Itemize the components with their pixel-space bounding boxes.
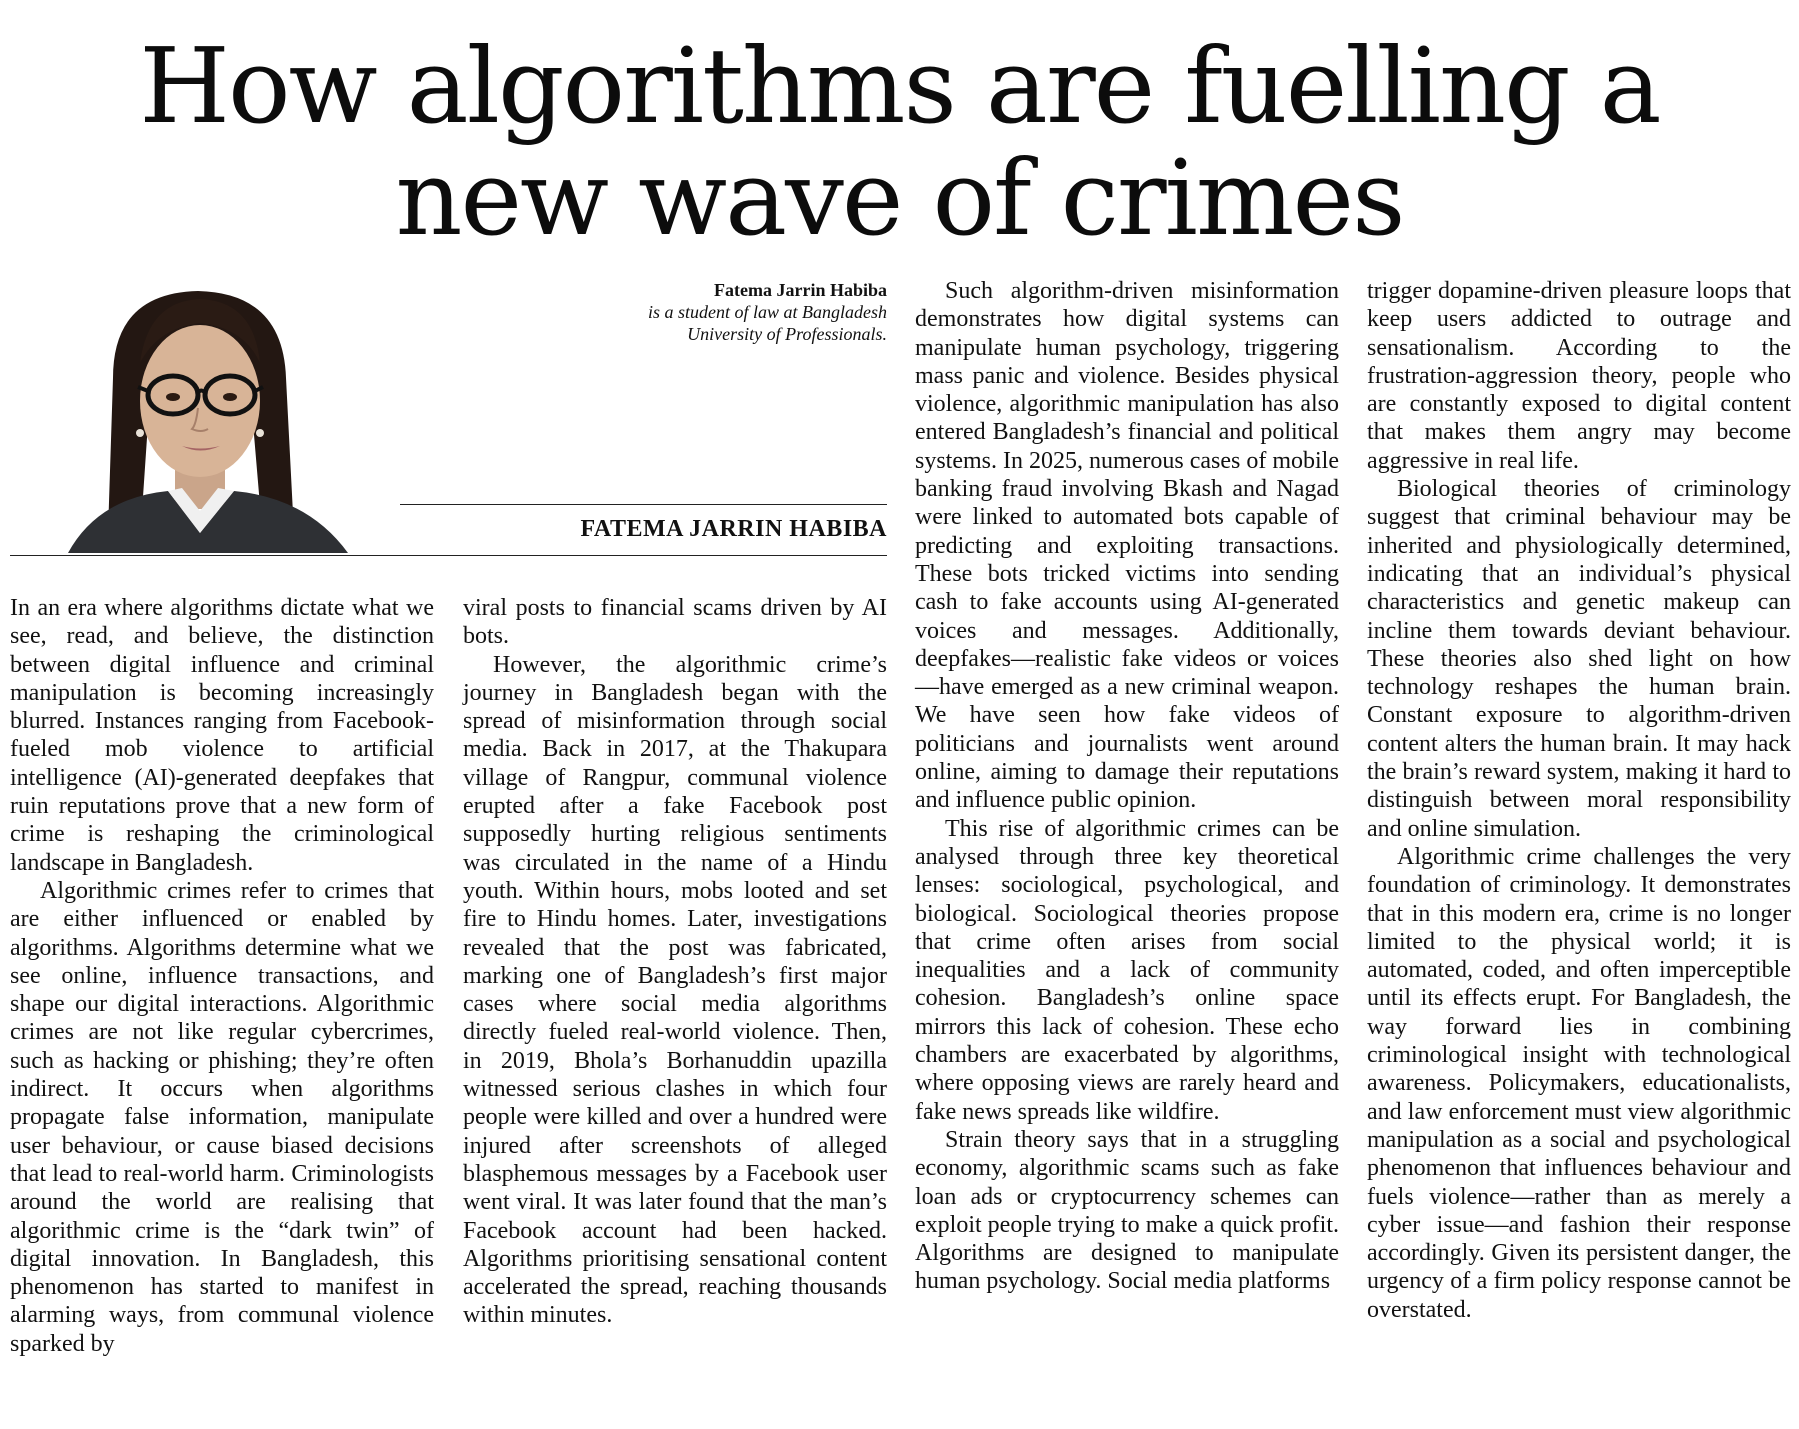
author-portrait xyxy=(58,283,388,553)
paragraph: In an era where algorithms dictate what we see, read, and believe, the distinction between digital influence and criminal manipulation is becoming increasingly blurred. Instances ranging from Facebook-fueled mob violence to artificial intelligence (AI)-generated deepfakes that ruin reputations prove that a new form of crime is reshaping the criminological landscape in Bangladesh. xyxy=(10,595,434,876)
article-headline xyxy=(0,25,1799,259)
headline-line-2: new wave of crimes xyxy=(395,137,1404,259)
divider-upper xyxy=(400,504,887,505)
paragraph: This rise of algorithmic crimes can be analysed through three key theoretical lenses: sociological, psychological, and biological. Sociological theories propose that crime often arises from social inequalities and a lack of community cohesion. Bangladesh’s online space mirrors this lack of cohesion. These echo chambers are exacerbated by algorithms, where opposing views are rarely heard and fake news spreads like wildfire. xyxy=(915,815,1339,1125)
article-column-4 xyxy=(1367,277,1791,1324)
paragraph: Such algorithm-driven misinformation demonstrates how digital systems can manipulate human psychology, triggering mass panic and violence. Besides physical violence, algorithmic manipulation has also entered Bangladesh’s financial and political systems. In 2025, numerous cases of mobile banking fraud involving Bkash and Nagad were linked to automated bots capable of predicting and exploiting transactions. These bots tricked victims into sending cash to fake accounts using AI-generated voices and messages. Additionally, deepfakes—realistic fake videos or voices—have emerged as a new criminal weapon. We have seen how fake videos of politicians and journalists went around online, aiming to damage their reputations and influence public opinion. xyxy=(915,278,1339,814)
article-column-2 xyxy=(463,594,887,1330)
divider-lower xyxy=(10,555,887,556)
author-caption: FATEMA JARRIN HABIBA xyxy=(580,516,887,542)
paragraph: Strain theory says that in a struggling economy, algorithmic scams such as fake loan ads or cryptocurrency schemes can exploit people trying to make a quick profit. Algorithms are designed to manipulate human psychology. Social media platforms xyxy=(915,1126,1339,1295)
byline-description-line-2: University of Professionals. xyxy=(687,324,887,344)
byline-name: Fatema Jarrin Habiba xyxy=(714,280,887,300)
article-column-3 xyxy=(915,277,1339,1296)
article-column-1 xyxy=(10,594,434,1358)
paragraph: However, the algorithmic crime’s journey in Bangladesh began with the spread of misinformation through social media. Back in 2017, at the Thakupara village of Rangpur, communal violence erupted after a fake Facebook post supposedly hurting religious sentiments was circulated in the name of a Hindu youth. Within hours, mobs looted and set fire to Hindu homes. Later, investigations revealed that the post was fabricated, marking one of Bangladesh’s first major cases where social media algorithms directly fueled real-world violence. Then, in 2019, Bhola’s Borhanuddin upazilla witnessed serious clashes in which four people were killed and over a hundred were injured after screenshots of alleged blasphemous messages by a Facebook user went viral. It was later found that the man’s Facebook account had been hacked. Algorithms prioritising sensational content accelerated the spread, reaching thousands within minutes. xyxy=(463,651,887,1329)
author-bio xyxy=(648,279,887,345)
paragraph: trigger dopamine-driven pleasure loops that keep users addicted to outrage and sensationalism. According to the frustration-aggression theory, people who are constantly exposed to digital content that makes them angry may become aggressive in real life. xyxy=(1367,278,1791,474)
paragraph: Biological theories of criminology suggest that criminal behaviour may be inherited and physiologically determined, indicating that an individual’s physical characteristics and genetic makeup can incline them towards deviant behaviour. These theories also shed light on how technology reshapes the human brain. Constant exposure to algorithm-driven content alters the human brain. It may hack the brain’s reward system, making it hard to distinguish between moral responsibility and online simulation. xyxy=(1367,476,1791,842)
paragraph: Algorithmic crime challenges the very foundation of criminology. It demonstrates that in this modern era, crime is no longer limited to the physical world; it is automated, coded, and often imperceptible until its effects erupt. For Bangladesh, the way forward lies in combining criminological insight with technological awareness. Policymakers, educationalists, and law enforcement must view algorithmic manipulation as a social and psychological phenomenon that influences behaviour and fuels violence—rather than as merely a cyber issue—and fashion their response accordingly. Given its persistent danger, the urgency of a firm policy response cannot be overstated. xyxy=(1367,843,1791,1323)
headline-line-1: How algorithms are fuelling a xyxy=(139,25,1660,147)
paragraph: viral posts to financial scams driven by AI bots. xyxy=(463,595,887,650)
paragraph: Algorithmic crimes refer to crimes that are either influenced or enabled by algorithms. Algorithms determine what we see online, influence transactions, and shape our digital interactions. Algorithmic crimes are not like regular cybercrimes, such as hacking or phishing; they’re often indirect. It occurs when algorithms propagate false information, manipulate user behaviour, or cause biased decisions that lead to real-world harm. Criminologists around the world are realising that algorithmic crime is the “dark twin” of digital innovation. In Bangladesh, this phenomenon has started to manifest in alarming ways, from communal violence sparked by xyxy=(10,877,434,1357)
byline-description-line-1: is a student of law at Bangladesh xyxy=(647,302,887,322)
